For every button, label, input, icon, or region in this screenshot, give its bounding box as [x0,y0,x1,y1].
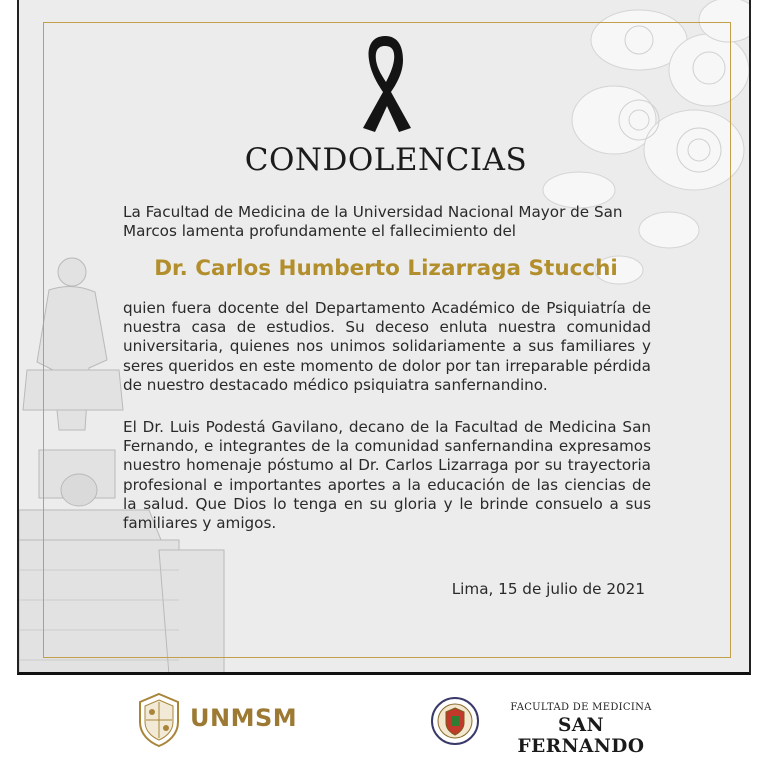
unmsm-crest-icon [136,692,182,748]
intro-paragraph: La Facultad de Medicina de la Universidad Nacional Mayor de San Marcos lamenta profundamente el fallecimiento del [123,203,623,241]
san-fernando-seal-icon [430,696,480,746]
unmsm-label: UNMSM [190,704,298,732]
page-title: CONDOLENCIAS [244,142,528,178]
faculty-big-label: SAN FERNANDO [517,715,645,757]
homage-paragraph: El Dr. Luis Podestá Gavilano, decano de la Facultad de Medicina San Fernando, e integrantes de la comunidad sanfernandina expresamos nuestro homenaje póstumo al Dr. Carlos Lizarraga por su trayectoria profesional e importantes aportes a la educación de las ciencias de la salud. Que Dios lo tenga en su gloria y le brinde consuelo a sus familiares y amigos. [123,418,651,533]
deceased-name: Dr. Carlos Humberto Lizarraga Stucchi [154,256,618,281]
faculty-small-label: FACULTAD DE MEDICINA [510,702,652,713]
date-line: Lima, 15 de julio de 2021 [451,580,645,598]
mourning-ribbon-icon [355,30,415,134]
condolence-card [17,0,751,675]
tribute-paragraph: quien fuera docente del Departamento Académico de Psiquiatría de nuestra casa de estudios. Su deceso enluta nuestra comunidad universitaria, quienes nos unimos solidariamente a sus familiares y seres queridos en este momento de dolor por tan irreparable pérdida de nuestro destacado médico psiquiatra sanfernandino. [123,299,651,394]
